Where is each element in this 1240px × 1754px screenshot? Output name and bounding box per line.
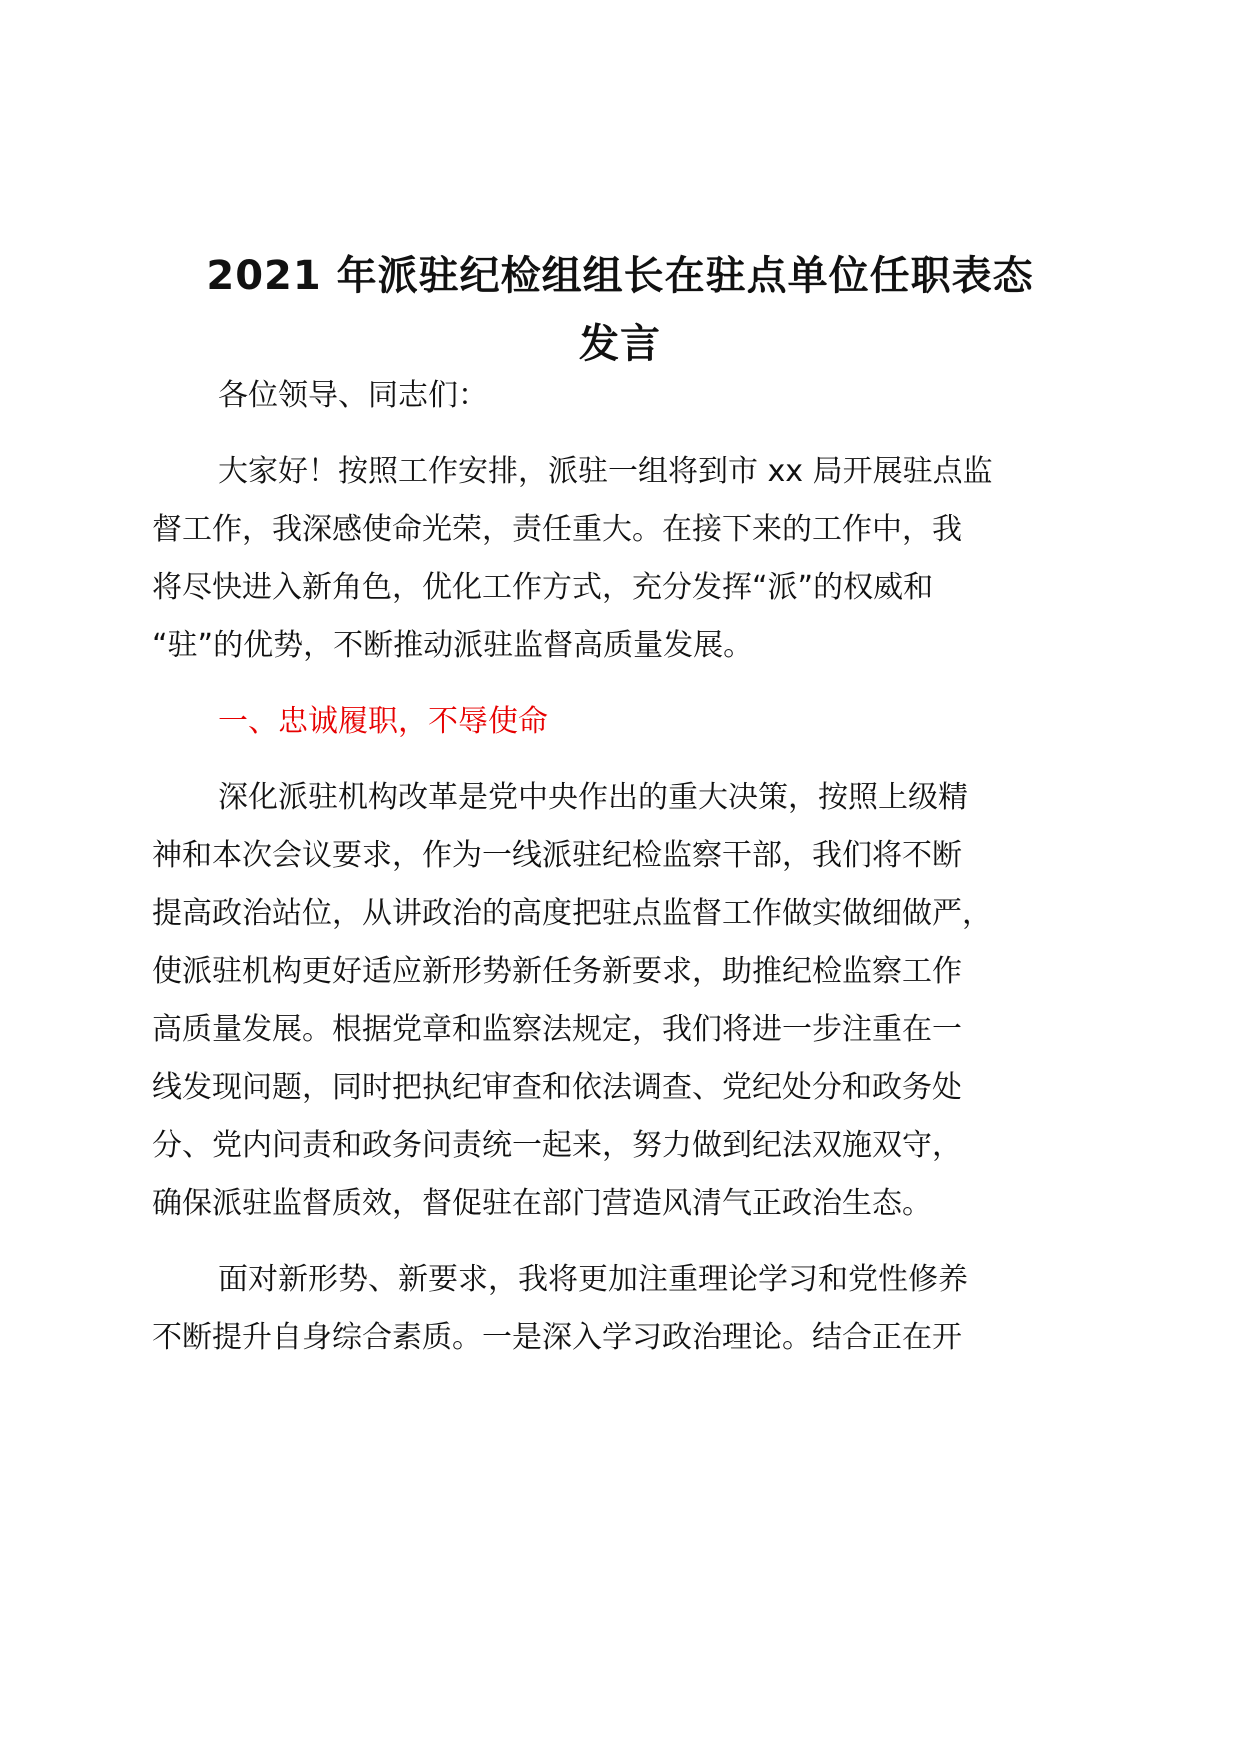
paragraph-2-line: 确保派驻监督质效，督促驻在部门营造风清气正政治生态。 xyxy=(152,1186,932,1221)
document-title-line-1: 2021 年派驻纪检组组长在驻点单位任职表态 xyxy=(206,253,1034,299)
paragraph-2-line: 深化派驻机构改革是党中央作出的重大决策，按照上级精 xyxy=(218,780,968,815)
section-heading: 一、忠诚履职，不辱使命 xyxy=(218,704,548,739)
paragraph-3-line: 不断提升自身综合素质。一是深入学习政治理论。结合正在开 xyxy=(152,1320,962,1355)
salutation: 各位领导、同志们： xyxy=(218,378,488,413)
paragraph-1-line: 将尽快进入新角色，优化工作方式，充分发挥“派”的权威和 xyxy=(152,570,934,605)
paragraph-1-line: “驻”的优势，不断推动派驻监督高质量发展。 xyxy=(152,628,754,663)
document-title-line-2: 发言 xyxy=(579,321,661,367)
paragraph-2-line: 提高政治站位，从讲政治的高度把驻点监督工作做实做细做严， xyxy=(152,896,992,931)
paragraph-2-line: 神和本次会议要求，作为一线派驻纪检监察干部，我们将不断 xyxy=(152,838,962,873)
paragraph-3-line: 面对新形势、新要求，我将更加注重理论学习和党性修养 xyxy=(218,1262,968,1297)
paragraph-1-line: 大家好！按照工作安排，派驻一组将到市 xx 局开展驻点监 xyxy=(218,454,993,489)
paragraph-2-line: 高质量发展。根据党章和监察法规定，我们将进一步注重在一 xyxy=(152,1012,962,1047)
paragraph-2-line: 使派驻机构更好适应新形势新任务新要求，助推纪检监察工作 xyxy=(152,954,962,989)
paragraph-1-line: 督工作，我深感使命光荣，责任重大。在接下来的工作中，我 xyxy=(152,512,962,547)
paragraph-2-line: 线发现问题，同时把执纪审查和依法调查、党纪处分和政务处 xyxy=(152,1070,962,1105)
paragraph-2-line: 分、党内问责和政务问责统一起来，努力做到纪法双施双守， xyxy=(152,1128,962,1163)
